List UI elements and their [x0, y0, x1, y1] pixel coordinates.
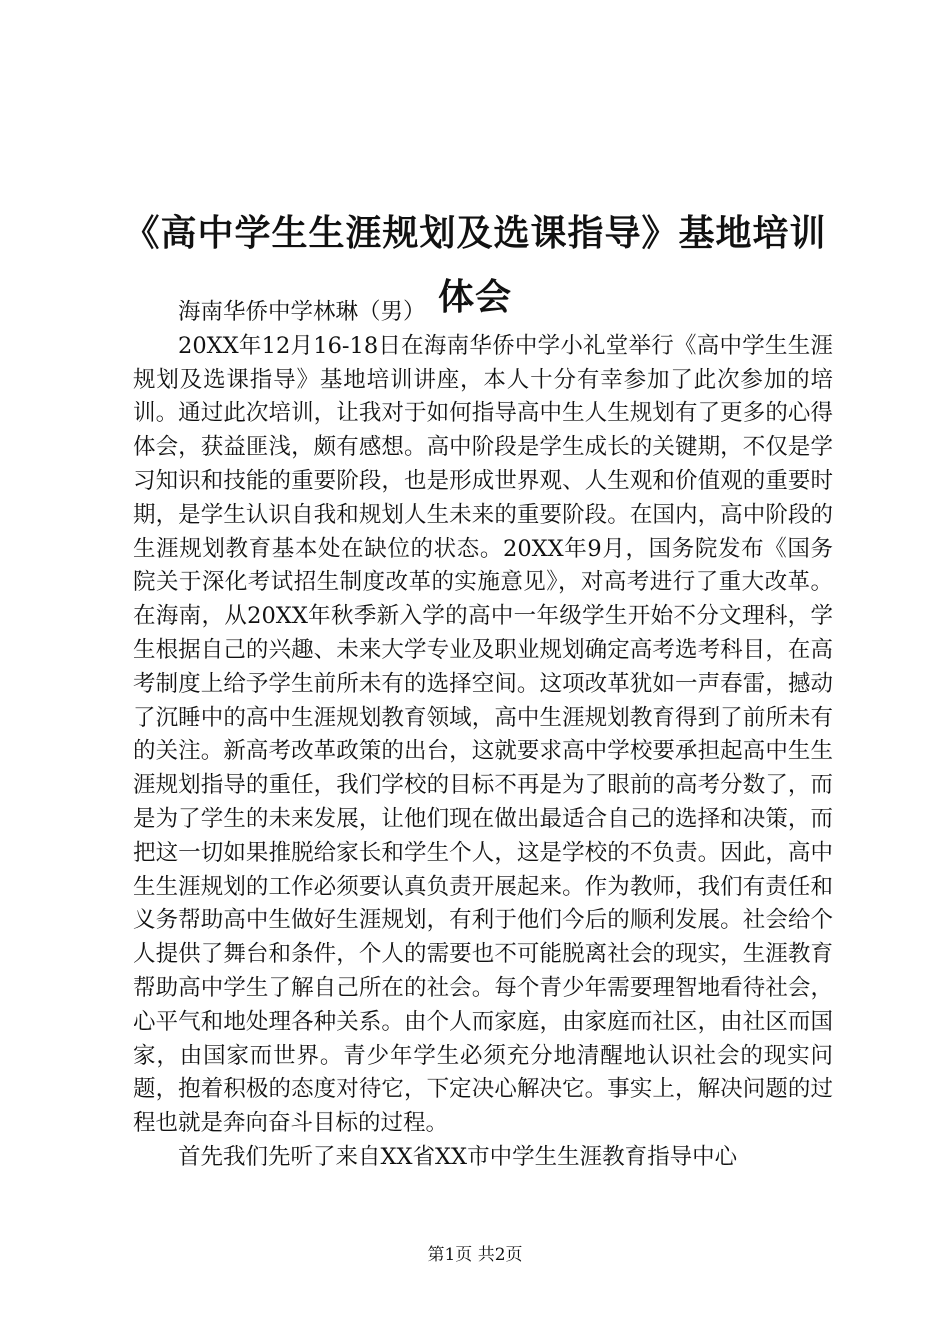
- document-title: 《高中学生生涯规划及选课指导》基地培训体会: [123, 213, 827, 319]
- body-paragraph-2: 首先我们先听了来自XX省XX市中学生生涯教育指导中心: [178, 1143, 738, 1170]
- document-body: [133, 296, 833, 1175]
- body-paragraph-1: 20XX年12月16-18日在海南华侨中学小礼堂举行《高中学生生涯规划及选课指导》基地培训讲座，本人十分有幸参加了此次参加的培训。通过此次培训，让我对于如何指导高中生人生规划有了更多的心得体会，获益匪浅，颇有感想。高中阶段是学生成长的关键期，不仅是学习知识和技能的重要阶段，也是形成世界观、人生观和价值观的重要时期，是学生认识自我和规划人生未来的重要阶段。在国内，高中阶段的生涯规划教育基本处在缺位的状态。20XX年9月，国务院发布《国务院关于深化考试招生制度改革的实施意见》，对高考进行了重大改革。在海南，从20XX年秋季新入学的高中一年级学生开始不分文理科，学生根据自己的兴趣、未来大学专业及职业规划确定高考选考科目，在高考制度上给予学生前所未有的选择空间。这项改革犹如一声春雷，撼动了沉睡中的高中生涯规划教育领域，高中生涯规划教育得到了前所未有的关注。新高考改革政策的出台，这就要求高中学校要承担起高中生生涯规划指导的重任，我们学校的目标不再是为了眼前的高考分数了，而是为了学生的未来发展，让他们现在做出最适合自己的选择和决策，而把这一切如果推脱给家长和学生个人，这是学校的不负责。因此，高中生生涯规划的工作必须要认真负责开展起来。作为教师，我们有责任和义务帮助高中生做好生涯规划，有利于他们今后的顺利发展。社会给个人提供了舞台和条件，个人的需要也不可能脱离社会的现实，生涯教育帮助高中学生了解自己所在的社会。每个青少年需要理智地看待社会，心平气和地处理各种关系。由个人而家庭，由家庭而社区，由社区而国家，由国家而世界。青少年学生必须充分地清醒地认识社会的现实问题，抱着积极的态度对待它，下定决心解决它。事实上，解决问题的过程也就是奔向奋斗目标的过程。: [133, 332, 833, 1137]
- author-line: 海南华侨中学林琳（男）: [178, 299, 426, 325]
- page-footer: 第1页 共2页: [427, 1245, 523, 1265]
